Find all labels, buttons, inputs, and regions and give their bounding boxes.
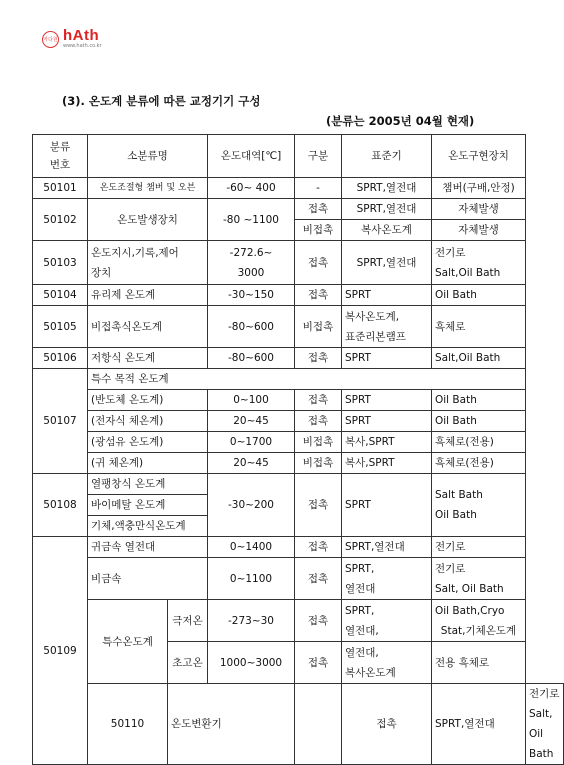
header-range: 온도대역[℃] [208,135,295,178]
sub-class-cell: 바이메탈 온도계 [88,495,208,516]
class-no-cell: 50106 [33,348,88,369]
range-cell: -60~ 400 [208,178,295,199]
class-no-cell: 50103 [33,241,88,285]
sub-class-cell: 온도변환기 [168,684,295,765]
division-cell: 접촉 [295,390,342,411]
standard-line: 표준리본램프 [345,330,406,343]
range-cell: 0~100 [208,390,295,411]
sub-class-detail-cell: 극저온 [168,600,208,642]
division-cell: 비접촉 [295,432,342,453]
table-header-row [33,135,564,178]
class-no-cell: 50104 [33,285,88,306]
logo-url: www.hath.co.kr [63,43,102,49]
table-row [33,537,564,558]
range-cell: -30~200 [208,474,295,537]
range-cell: 1000~3000 [208,642,295,684]
sub-class-cell: 온도발생장치 [88,199,208,241]
device-cell: 챔버(구배,안정) [432,178,526,199]
sub-class-cell: 비금속 [88,558,208,600]
device-cell [526,684,564,765]
range-cell [295,684,342,765]
division-cell: 접촉 [295,411,342,432]
division-cell: - [295,178,342,199]
device-line: Salt,Oil Bath [435,266,501,279]
device-cell: 자체발생 [432,199,526,220]
table-row [33,390,564,411]
table-row [33,285,564,306]
device-cell: Oil Bath [432,411,526,432]
standard-line: 열전대, [345,624,379,637]
table-row [33,241,564,285]
division-cell: 비접촉 [295,306,342,348]
standard-cell: SPRT,열전대 [342,241,432,285]
class-no-cell: 50107 [33,369,88,474]
division-cell: 접촉 [295,285,342,306]
logo-brand: hAth [63,27,100,44]
sub-class-cell: 귀금속 열전대 [88,537,208,558]
sub-class-cell: (전자식 체온계) [88,411,208,432]
range-cell [208,241,295,285]
range-cell: 20~45 [208,453,295,474]
header-class-no-line2: 번호 [49,159,71,171]
sub-class-cell: 기체,액충만식온도계 [88,516,208,537]
table-row [33,199,564,220]
device-cell [432,600,526,642]
standard-line: 열전대 [345,582,376,595]
logo-emblem-text: 가다원 [43,37,58,43]
sub-class-cell: 유리제 온도계 [88,285,208,306]
device-cell: 흑체로 [432,306,526,348]
class-no-cell: 50105 [33,306,88,348]
range-line: 3000 [237,266,265,279]
device-cell [432,558,526,600]
division-cell: 비접촉 [295,220,342,241]
device-line: Salt Bath [435,489,483,501]
standard-cell: 복사,SPRT [342,453,432,474]
range-cell: -80~600 [208,348,295,369]
range-cell: 20~45 [208,411,295,432]
sub-class-cell: (귀 체온계) [88,453,208,474]
device-line: 전기로 [435,562,466,575]
division-cell: 접촉 [295,537,342,558]
table-row [33,684,564,765]
division-cell: 접촉 [295,558,342,600]
standard-line: 복사온도계 [345,666,396,679]
table-row [33,474,564,495]
standard-cell [342,558,432,600]
sub-class-cell: (반도체 온도계) [88,390,208,411]
sub-class-cell: (광섬유 온도계) [88,432,208,453]
sub-class-cell [88,241,208,285]
class-no-cell: 50101 [33,178,88,199]
division-cell: 비접촉 [295,453,342,474]
range-cell: 0~1700 [208,432,295,453]
device-line: Oil Bath [435,509,477,521]
device-line: Salt, Oil Bath [529,708,554,760]
table-row [33,178,564,199]
table-row [33,411,564,432]
standard-cell: SPRT [342,285,432,306]
range-cell: -80~600 [208,306,295,348]
sub-class-cell: 온도조절형 챔버 및 오븐 [88,178,208,199]
standard-cell: 복사온도계 [342,220,432,241]
standard-cell: SPRT,열전대 [432,684,526,765]
class-no-cell: 50110 [88,684,168,765]
logo-text-group [63,28,102,49]
division-cell: 접촉 [295,241,342,285]
header-class-no-line1: 분류 [49,141,71,153]
class-no-cell: 50108 [33,474,88,537]
device-cell [432,241,526,285]
classification-date-note: (분류는 2005년 04월 현재) [326,114,475,128]
standard-cell: SPRT,열전대 [342,537,432,558]
division-cell: 접촉 [295,348,342,369]
sub-class-cell: 특수온도계 [88,600,168,684]
device-cell: 전기로 [432,537,526,558]
division-cell: 접촉 [295,474,342,537]
standard-cell [342,642,432,684]
device-cell [432,474,526,537]
table-row [33,432,564,453]
table-row [33,306,564,348]
header-division: 구분 [295,135,342,178]
sub-class-detail-cell: 초고온 [168,642,208,684]
sub-class-cell: 열팽창식 온도계 [88,474,208,495]
sub-class-cell: 비접촉식온도계 [88,306,208,348]
range-line: -272.6~ [229,246,273,259]
division-cell: 접촉 [295,600,342,642]
device-cell: 전용 흑체로 [432,642,526,684]
sub-class-title-cell: 특수 목적 온도계 [88,369,526,390]
device-line: Stat,기체온도계 [440,624,517,637]
device-line: 전기로 [529,688,560,700]
division-cell: 접촉 [295,199,342,220]
company-logo [42,28,102,49]
standard-cell: SPRT,열전대 [342,178,432,199]
standard-cell: SPRT,열전대 [342,199,432,220]
header-sub-class: 소분류명 [88,135,208,178]
table-row [33,348,564,369]
header-class-no [33,135,88,178]
device-line: 전기로 [435,246,466,259]
table-row [33,453,564,474]
class-no-cell: 50109 [33,537,88,765]
division-cell: 접촉 [295,642,342,684]
section-title: (3). 온도계 분류에 따른 교정기기 구성 [62,94,261,108]
device-cell: 흑체로(전용) [432,453,526,474]
sub-class-cell: 저항식 온도계 [88,348,208,369]
device-line: Salt, Oil Bath [435,582,504,595]
device-cell: 자체발생 [432,220,526,241]
standard-cell: SPRT [342,348,432,369]
standard-cell [342,306,432,348]
logo-emblem-icon [42,31,59,48]
table-row [33,369,564,390]
table-row [33,600,564,642]
range-cell: -30~150 [208,285,295,306]
calibration-equipment-table [32,134,564,765]
standard-line: 열전대, [345,646,379,659]
range-cell: -80 ~1100 [208,199,295,241]
standard-cell: SPRT [342,474,432,537]
header-standard: 표준기 [342,135,432,178]
standard-cell: 복사,SPRT [342,432,432,453]
device-cell: Salt,Oil Bath [432,348,526,369]
standard-line: SPRT, [345,604,375,617]
device-cell: Oil Bath [432,390,526,411]
sub-class-line: 온도지시,기록,제어 [91,246,179,259]
range-cell: -273~30 [208,600,295,642]
standard-cell [342,600,432,642]
header-device: 온도구현장치 [432,135,526,178]
device-line: Oil Bath,Cryo [435,604,505,617]
standard-line: 복사온도계, [345,310,400,323]
device-cell: Oil Bath [432,285,526,306]
standard-cell: SPRT [342,390,432,411]
standard-cell: SPRT [342,411,432,432]
range-cell: 0~1100 [208,558,295,600]
sub-class-line: 장치 [91,266,112,279]
class-no-cell: 50102 [33,199,88,241]
table-row [33,558,564,600]
device-cell: 흑체로(전용) [432,432,526,453]
range-cell: 0~1400 [208,537,295,558]
standard-line: SPRT, [345,562,375,575]
division-cell: 접촉 [342,684,432,765]
